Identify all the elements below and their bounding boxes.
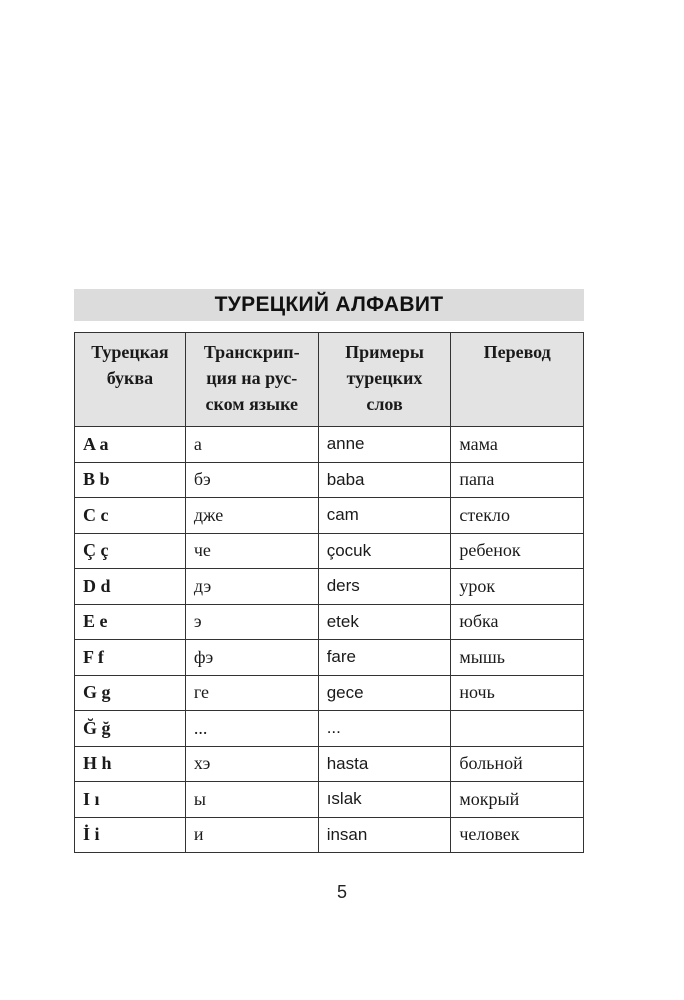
cell-transcription: ы (185, 782, 318, 818)
cell-transcription: ... (185, 711, 318, 747)
cell-example: etek (318, 604, 451, 640)
cell-translation: папа (451, 462, 584, 498)
cell-transcription: и (185, 817, 318, 853)
cell-example: ıslak (318, 782, 451, 818)
cell-translation: юбка (451, 604, 584, 640)
cell-example: ders (318, 569, 451, 605)
cell-letter: C c (75, 498, 186, 534)
table-header-row (75, 333, 584, 427)
cell-letter: Ğ ğ (75, 711, 186, 747)
header-transcription: Транскрип- ция на рус- ском языке (185, 333, 318, 427)
cell-transcription: дже (185, 498, 318, 534)
table-row (75, 569, 584, 605)
page-title: ТУРЕЦКИЙ АЛФАВИТ (214, 293, 444, 316)
table-row (75, 817, 584, 853)
cell-transcription: хэ (185, 746, 318, 782)
cell-example: insan (318, 817, 451, 853)
table-row (75, 533, 584, 569)
cell-example: ... (318, 711, 451, 747)
cell-transcription: фэ (185, 640, 318, 676)
cell-example: fare (318, 640, 451, 676)
cell-example: cam (318, 498, 451, 534)
table-row (75, 462, 584, 498)
cell-letter: İ i (75, 817, 186, 853)
cell-transcription: че (185, 533, 318, 569)
table-row (75, 427, 584, 463)
cell-transcription: э (185, 604, 318, 640)
cell-letter: A a (75, 427, 186, 463)
cell-example: hasta (318, 746, 451, 782)
cell-example: baba (318, 462, 451, 498)
table-row (75, 498, 584, 534)
table-row (75, 675, 584, 711)
table-row (75, 782, 584, 818)
header-letter: Турецкая буква (75, 333, 186, 427)
header-examples: Примеры турецких слов (318, 333, 451, 427)
cell-translation: ребенок (451, 533, 584, 569)
table-row (75, 711, 584, 747)
title-bar (74, 289, 584, 321)
cell-translation (451, 711, 584, 747)
alphabet-table (74, 332, 584, 853)
cell-transcription: бэ (185, 462, 318, 498)
cell-letter: I ı (75, 782, 186, 818)
table-row (75, 746, 584, 782)
cell-transcription: дэ (185, 569, 318, 605)
table-row (75, 604, 584, 640)
cell-example: anne (318, 427, 451, 463)
cell-translation: больной (451, 746, 584, 782)
cell-translation: стекло (451, 498, 584, 534)
cell-transcription: ге (185, 675, 318, 711)
cell-example: çocuk (318, 533, 451, 569)
header-translation: Перевод (451, 333, 584, 427)
cell-letter: H h (75, 746, 186, 782)
cell-example: gece (318, 675, 451, 711)
cell-translation: урок (451, 569, 584, 605)
cell-letter: B b (75, 462, 186, 498)
cell-letter: D d (75, 569, 186, 605)
cell-letter: G g (75, 675, 186, 711)
cell-translation: ночь (451, 675, 584, 711)
cell-translation: мышь (451, 640, 584, 676)
cell-translation: мокрый (451, 782, 584, 818)
cell-letter: F f (75, 640, 186, 676)
table-row (75, 640, 584, 676)
cell-translation: мама (451, 427, 584, 463)
cell-translation: человек (451, 817, 584, 853)
cell-transcription: а (185, 427, 318, 463)
cell-letter: E e (75, 604, 186, 640)
cell-letter: Ç ç (75, 533, 186, 569)
page-number: 5 (336, 882, 347, 902)
